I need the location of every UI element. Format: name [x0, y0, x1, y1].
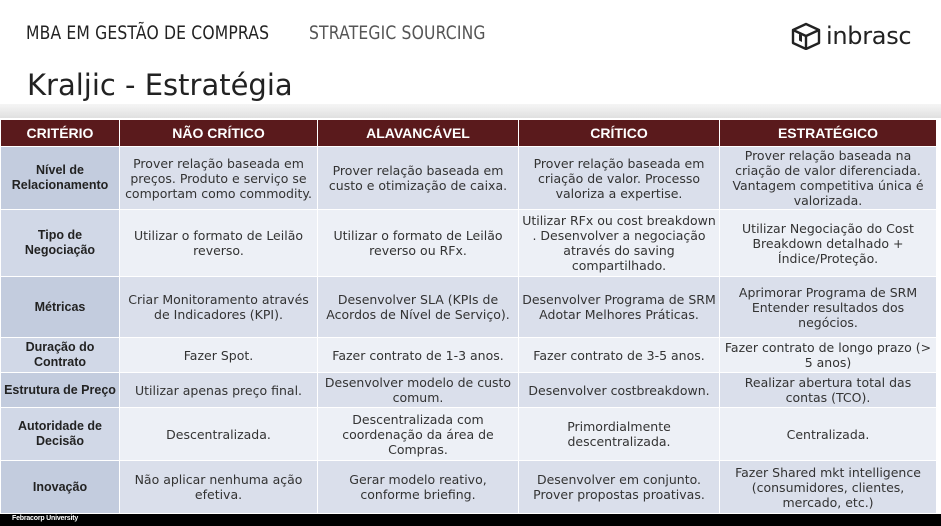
cell-nao-critico: Descentralizada. [120, 408, 318, 461]
title-divider [0, 104, 941, 118]
cell-critico: Desenvolver Programa de SRM Adotar Melhores Práticas. [519, 277, 720, 338]
cell-nao-critico: Prover relação baseada em preços. Produto e serviço se comportam como commodity. [120, 147, 318, 210]
course-title: MBA EM GESTÃO DE COMPRAS [26, 22, 270, 44]
cell-nao-critico: Fazer Spot. [120, 338, 318, 373]
cell-alavancavel: Utilizar o formato de Leilão reverso ou RFx. [318, 210, 519, 277]
column-header-criterio: CRITÉRIO [1, 120, 120, 147]
cell-alavancavel: Desenvolver modelo de custo comum. [318, 373, 519, 408]
cell-estrategico: Aprimorar Programa de SRM Entender resultados dos negócios. [720, 277, 937, 338]
cell-critico: Prover relação baseada em criação de valor. Processo valoriza a expertise. [519, 147, 720, 210]
cell-estrategico: Realizar abertura total das contas (TCO). [720, 373, 937, 408]
column-header-alavancavel: ALAVANCÁVEL [318, 120, 519, 147]
cell-alavancavel: Descentralizada com coordenação da área de Compras. [318, 408, 519, 461]
cell-nao-critico: Criar Monitoramento através de Indicadores (KPI). [120, 277, 318, 338]
table-row [1, 338, 937, 373]
cell-estrategico: Prover relação baseada na criação de valor diferenciada. Vantagem competitiva única é valorizada. [720, 147, 937, 210]
table-row [1, 210, 937, 277]
table-header-row [1, 120, 937, 147]
cell-nao-critico: Utilizar apenas preço final. [120, 373, 318, 408]
table-row [1, 373, 937, 408]
cell-estrategico: Utilizar Negociação do Cost Breakdown detalhado + Índice/Proteção. [720, 210, 937, 277]
cell-nao-critico: Não aplicar nenhuma ação efetiva. [120, 461, 318, 514]
cell-alavancavel: Desenvolver SLA (KPIs de Acordos de Nível de Serviço). [318, 277, 519, 338]
row-criterio: Duração do Contrato [1, 338, 120, 373]
cell-critico: Fazer contrato de 3-5 anos. [519, 338, 720, 373]
module-title: STRATEGIC SOURCING [309, 22, 486, 44]
cell-estrategico: Fazer contrato de longo prazo (> 5 anos) [720, 338, 937, 373]
row-criterio: Métricas [1, 277, 120, 338]
cell-critico: Desenvolver em conjunto. Prover propostas proativas. [519, 461, 720, 514]
cell-alavancavel: Gerar modelo reativo, conforme briefing. [318, 461, 519, 514]
table-row [1, 147, 937, 210]
cube-logo-icon [790, 22, 822, 50]
cell-critico: Primordialmente descentralizada. [519, 408, 720, 461]
kraljic-strategy-table [0, 119, 937, 514]
slide-title: Kraljic - Estratégia [27, 68, 293, 102]
cell-estrategico: Fazer Shared mkt intelligence (consumidores, clientes, mercado, etc.) [720, 461, 937, 514]
table-row [1, 277, 937, 338]
row-criterio: Tipo de Negociação [1, 210, 120, 277]
footer-text: Febracorp University [12, 515, 79, 522]
footer-bar [0, 514, 941, 526]
cell-alavancavel: Prover relação baseada em custo e otimização de caixa. [318, 147, 519, 210]
column-header-critico: CRÍTICO [519, 120, 720, 147]
logo-text: inbrasc [826, 22, 912, 50]
table-row [1, 408, 937, 461]
inbrasc-logo [790, 20, 911, 52]
cell-critico: Desenvolver costbreakdown. [519, 373, 720, 408]
cell-critico: Utilizar RFx ou cost breakdown . Desenvolver a negociação através do saving compartilhado. [519, 210, 720, 277]
cell-nao-critico: Utilizar o formato de Leilão reverso. [120, 210, 318, 277]
cell-estrategico: Centralizada. [720, 408, 937, 461]
row-criterio: Autoridade de Decisão [1, 408, 120, 461]
row-criterio: Inovação [1, 461, 120, 514]
row-criterio: Nível de Relacionamento [1, 147, 120, 210]
cell-alavancavel: Fazer contrato de 1-3 anos. [318, 338, 519, 373]
table-row [1, 461, 937, 514]
column-header-estrategico: ESTRATÉGICO [720, 120, 937, 147]
row-criterio: Estrutura de Preço [1, 373, 120, 408]
column-header-nao-critico: NÃO CRÍTICO [120, 120, 318, 147]
